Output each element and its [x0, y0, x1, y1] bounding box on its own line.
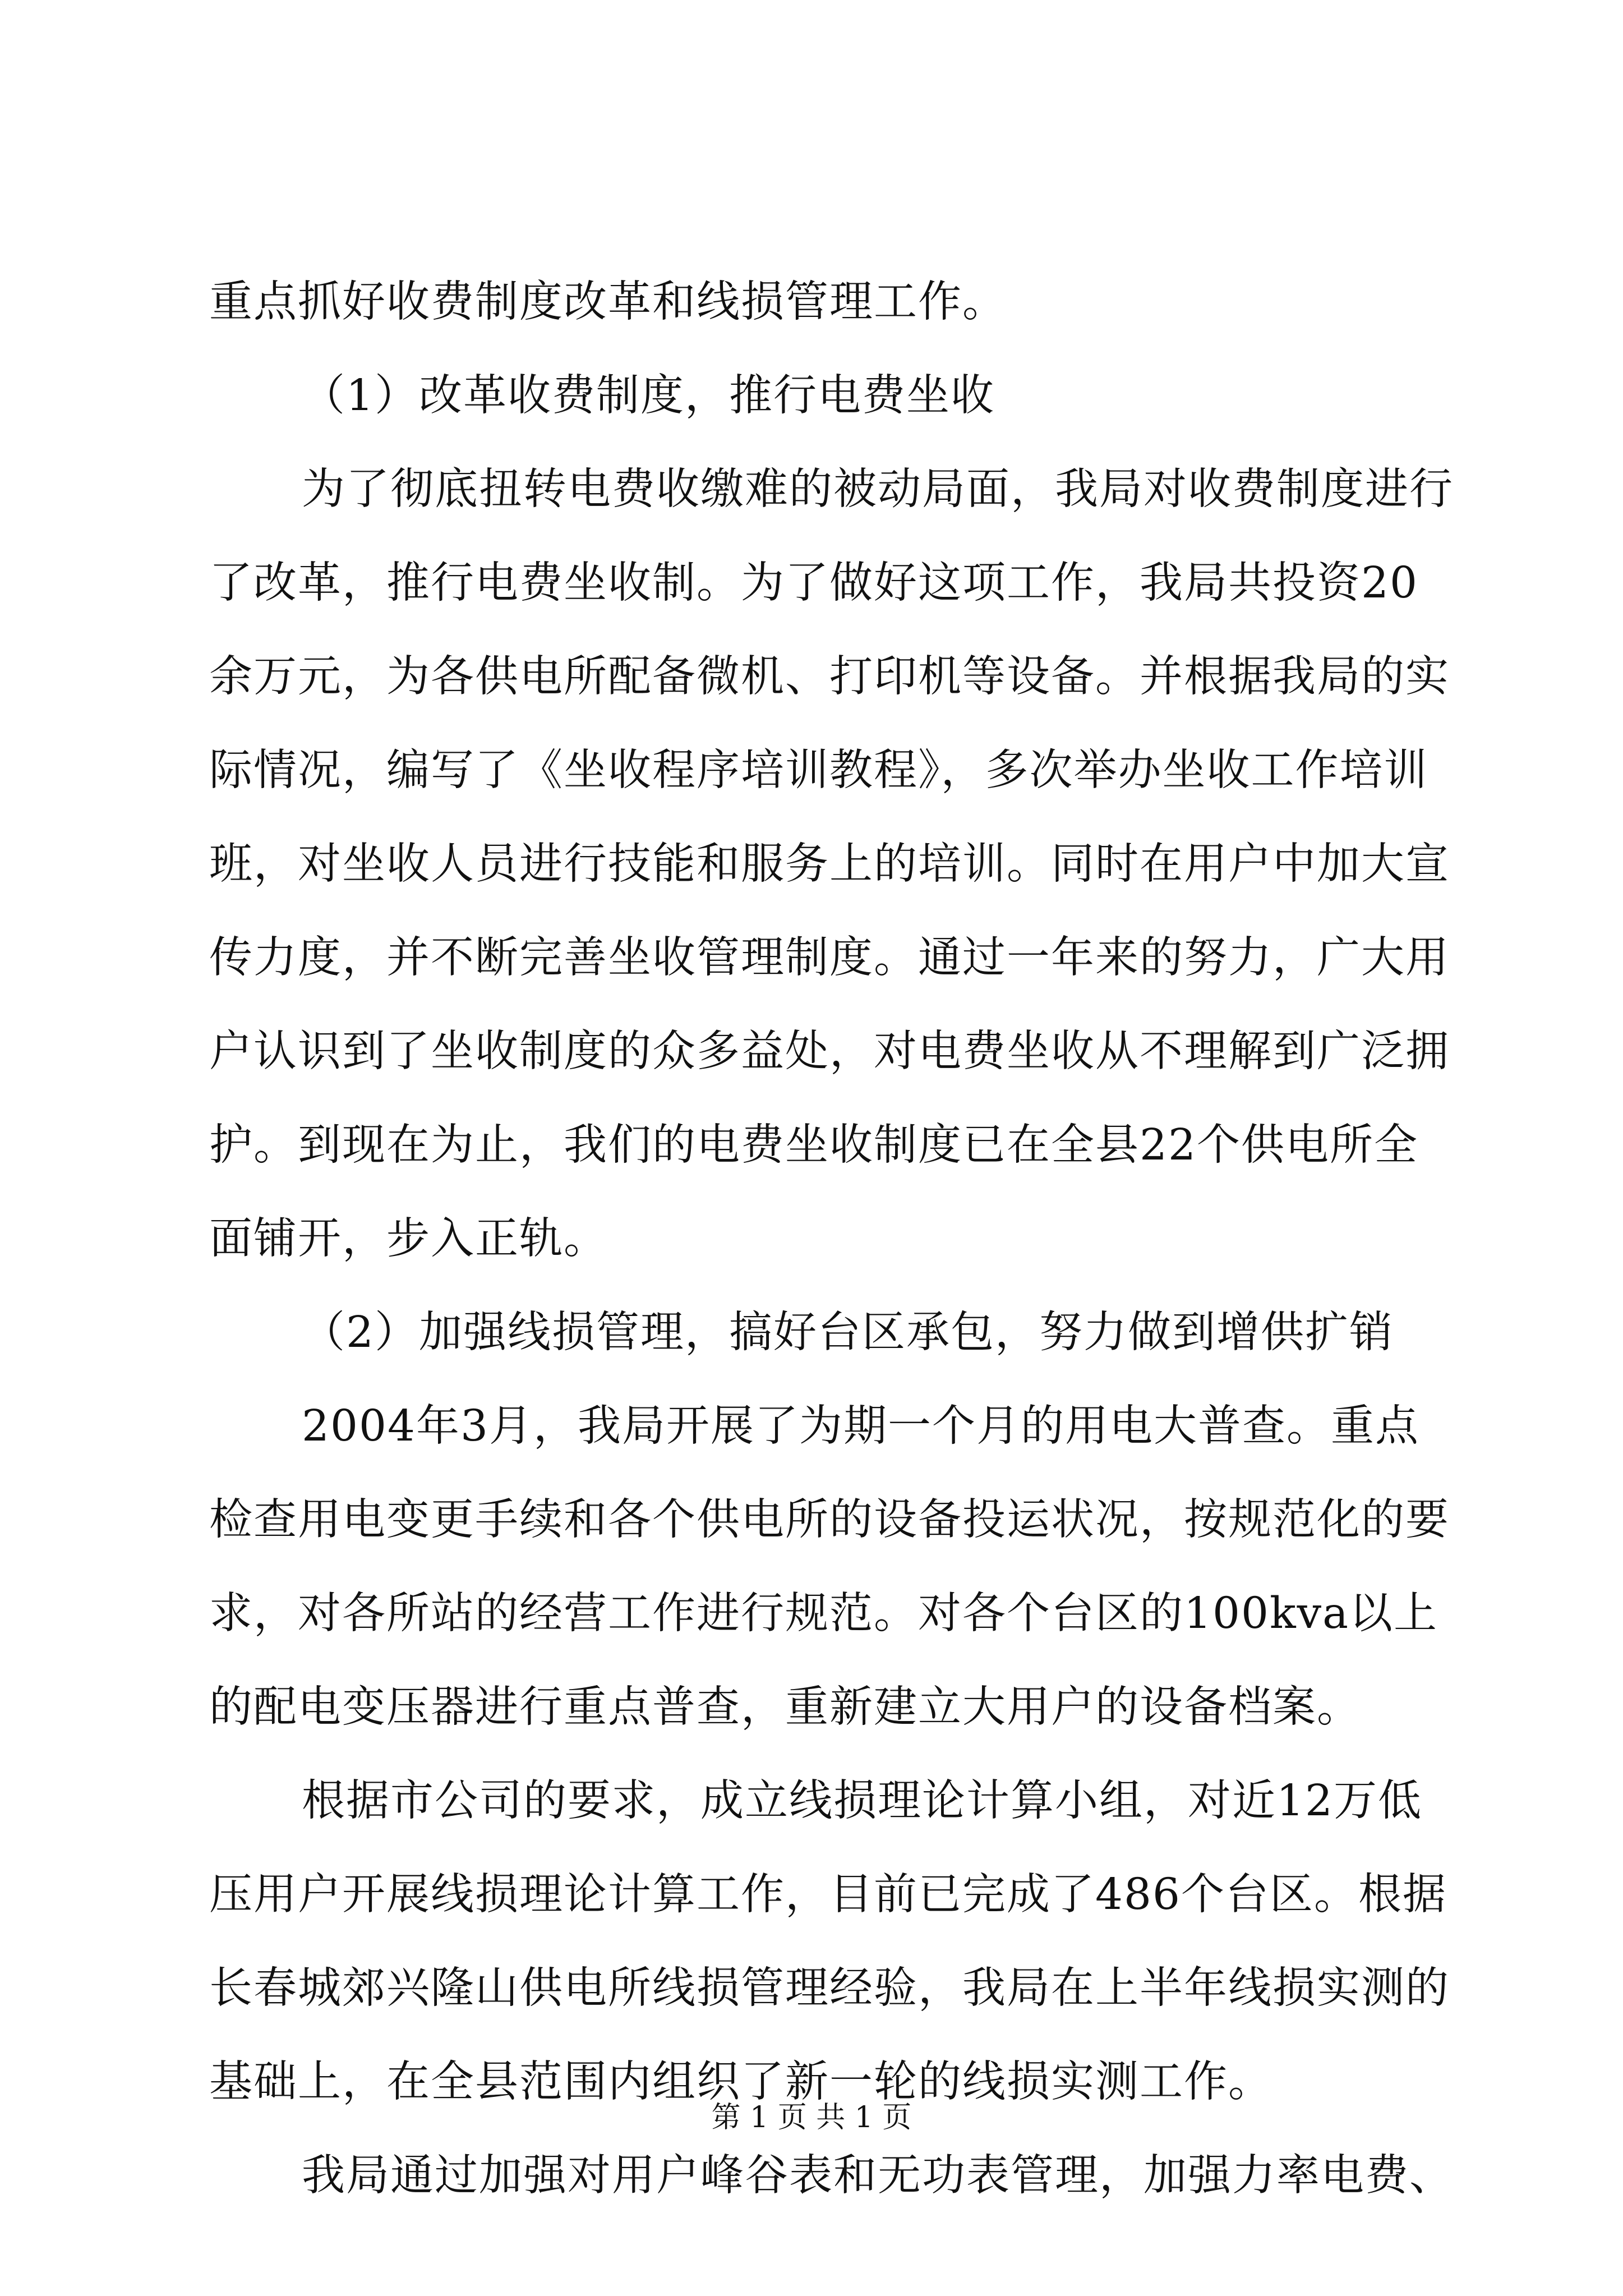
text-line: 长春城郊兴隆山供电所线损管理经验，我局在上半年线损实测的: [209, 1963, 1450, 2013]
page-footer: 第 1 页 共 1 页: [711, 2101, 912, 2134]
section-heading-1: （1）改革收费制度，推行电费坐收: [302, 371, 995, 421]
text-line: 求，对各所站的经营工作进行规范。对各个台区的100kva以上: [209, 1589, 1438, 1639]
text-line: 2004年3月，我局开展了为期一个月的用电大普查。重点: [302, 1401, 1419, 1451]
text-line: 面铺开，步入正轨。: [209, 1214, 608, 1264]
text-line: 为了彻底扭转电费收缴难的被动局面，我局对收费制度进行: [302, 464, 1454, 514]
section-heading-2: （2）加强线损管理，搞好台区承包，努力做到增供扩销: [302, 1308, 1394, 1358]
text-line: 传力度，并不断完善坐收管理制度。通过一年来的努力，广大用: [209, 933, 1450, 983]
text-line: 了改革，推行电费坐收制。为了做好这项工作，我局共投资20: [209, 558, 1418, 608]
text-line: 我局通过加强对用户峰谷表和无功表管理，加强力率电费、: [302, 2151, 1454, 2201]
text-line: 压用户开展线损理论计算工作，目前已完成了486个台区。根据: [209, 1870, 1447, 1920]
document-body: [209, 255, 1454, 2223]
text-line: 重点抓好收费制度改革和线损管理工作。: [209, 277, 1007, 327]
text-line: 检查用电变更手续和各个供电所的设备投运状况，按规范化的要: [209, 1495, 1450, 1545]
text-line: 基础上，在全县范围内组织了新一轮的线损实测工作。: [209, 2057, 1272, 2107]
text-line: 余万元，为各供电所配备微机、打印机等设备。并根据我局的实: [209, 652, 1450, 702]
text-line: 班，对坐收人员进行技能和服务上的培训。同时在用户中加大宣: [209, 839, 1450, 889]
text-line: 根据市公司的要求，成立线损理论计算小组，对近12万低: [302, 1776, 1422, 1826]
text-line: 护。到现在为止，我们的电费坐收制度已在全县22个供电所全: [209, 1120, 1418, 1170]
text-line: 际情况，编写了《坐收程序培训教程》，多次举办坐收工作培训: [209, 746, 1428, 795]
text-line: 户认识到了坐收制度的众多益处，对电费坐收从不理解到广泛拥: [209, 1027, 1450, 1076]
text-line: 的配电变压器进行重点普查，重新建立大用户的设备档案。: [209, 1682, 1361, 1732]
